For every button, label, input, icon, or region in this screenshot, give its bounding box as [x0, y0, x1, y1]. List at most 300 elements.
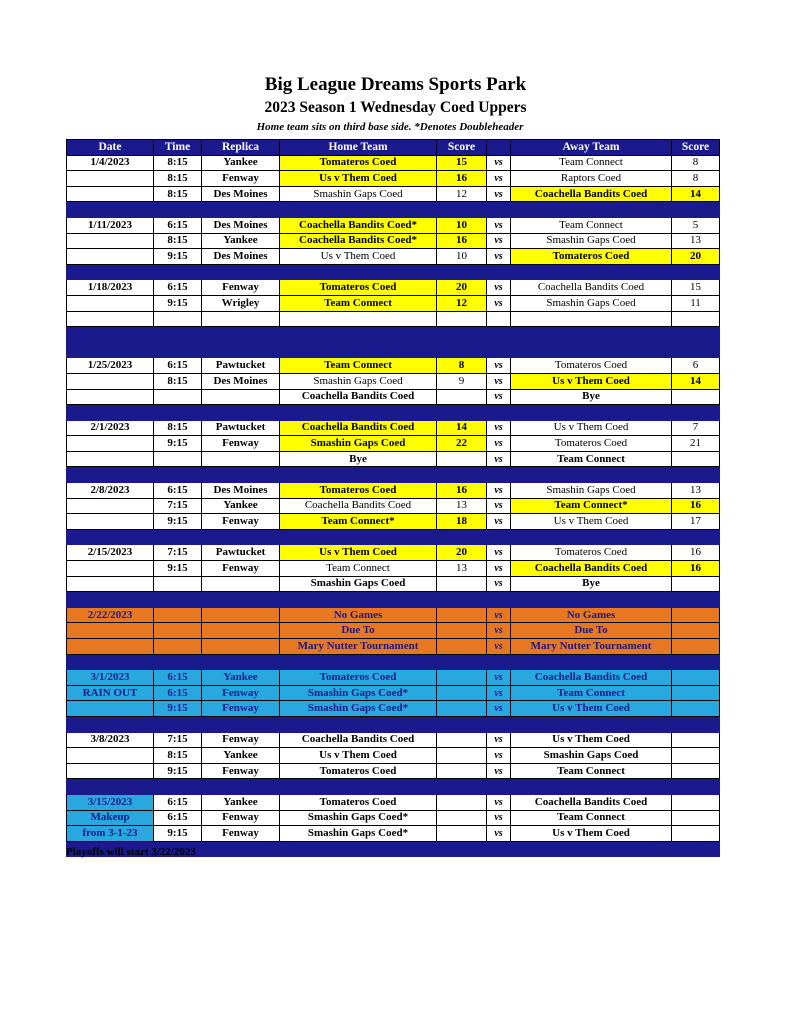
table-row — [67, 576, 720, 592]
versus: vs — [487, 451, 511, 467]
game-time: 6:15 — [154, 483, 202, 499]
away-team: Bye — [511, 576, 672, 592]
away-team: Smashin Gaps Coed — [511, 483, 672, 499]
table-row — [67, 763, 720, 779]
versus: vs — [487, 498, 511, 514]
home-score: 16 — [437, 171, 487, 187]
game-time: 7:15 — [154, 732, 202, 748]
home-team: Mary Nutter Tournament — [280, 639, 437, 655]
away-team: Team Connect — [511, 451, 672, 467]
schedule-body — [67, 155, 720, 857]
versus: vs — [487, 514, 511, 530]
table-row — [67, 732, 720, 748]
game-time: 6:15 — [154, 217, 202, 233]
game-time: 6:15 — [154, 280, 202, 296]
home-team: Coachella Bandits Coed — [280, 420, 437, 436]
away-team: Us v Them Coed — [511, 701, 672, 717]
away-team: Tomateros Coed — [511, 436, 672, 452]
home-score — [437, 576, 487, 592]
away-team: Coachella Bandits Coed — [511, 670, 672, 686]
game-time — [154, 623, 202, 639]
game-time: 8:15 — [154, 186, 202, 202]
away-score: 13 — [672, 233, 720, 249]
col-away-team: Away Team — [511, 140, 672, 156]
field-replica: Fenway — [202, 685, 280, 701]
field-replica: Fenway — [202, 732, 280, 748]
week-separator — [67, 264, 720, 280]
home-team: Team Connect* — [280, 514, 437, 530]
game-date — [67, 373, 154, 389]
home-team: Smashin Gaps Coed — [280, 373, 437, 389]
home-score: 16 — [437, 483, 487, 499]
away-score — [672, 748, 720, 764]
separator-bar — [67, 779, 720, 795]
game-date — [67, 639, 154, 655]
home-score: 13 — [437, 498, 487, 514]
game-time: 6:15 — [154, 685, 202, 701]
separator-bar — [67, 202, 720, 218]
versus: vs — [487, 670, 511, 686]
away-score: 5 — [672, 217, 720, 233]
field-replica: Wrigley — [202, 295, 280, 311]
away-score — [672, 607, 720, 623]
home-score: 10 — [437, 249, 487, 265]
versus: vs — [487, 826, 511, 842]
away-team: Coachella Bandits Coed — [511, 794, 672, 810]
game-time: 6:15 — [154, 670, 202, 686]
versus: vs — [487, 249, 511, 265]
table-row — [67, 420, 720, 436]
table-row — [67, 685, 720, 701]
week-separator — [67, 405, 720, 421]
week-separator — [67, 342, 720, 358]
game-date — [67, 295, 154, 311]
home-team: Team Connect — [280, 295, 437, 311]
home-score: 16 — [437, 233, 487, 249]
table-row — [67, 639, 720, 655]
col-vs — [487, 140, 511, 156]
versus: vs — [487, 233, 511, 249]
versus: vs — [487, 217, 511, 233]
table-row — [67, 514, 720, 530]
away-score: 8 — [672, 155, 720, 171]
away-score — [672, 576, 720, 592]
schedule-table — [66, 139, 720, 857]
field-replica: Des Moines — [202, 217, 280, 233]
field-replica: Fenway — [202, 436, 280, 452]
table-row — [67, 280, 720, 296]
table-row — [67, 389, 720, 405]
separator-bar — [67, 592, 720, 608]
game-time — [154, 389, 202, 405]
week-separator — [67, 716, 720, 732]
home-score: 14 — [437, 420, 487, 436]
away-score — [672, 389, 720, 405]
home-team: Coachella Bandits Coed — [280, 498, 437, 514]
col-home-score: Score — [437, 140, 487, 156]
game-date — [67, 498, 154, 514]
separator-bar — [67, 467, 720, 483]
week-separator — [67, 529, 720, 545]
week-separator — [67, 592, 720, 608]
col-replica: Replica — [202, 140, 280, 156]
away-score — [672, 826, 720, 842]
away-team: Mary Nutter Tournament — [511, 639, 672, 655]
game-time: 6:15 — [154, 794, 202, 810]
away-score: 8 — [672, 171, 720, 187]
table-row — [67, 249, 720, 265]
game-time: 8:15 — [154, 373, 202, 389]
away-team: Team Connect — [511, 217, 672, 233]
table-row — [67, 561, 720, 577]
game-date: 3/1/2023 — [67, 670, 154, 686]
versus: vs — [487, 389, 511, 405]
away-score — [672, 701, 720, 717]
home-score — [437, 639, 487, 655]
home-team: Coachella Bandits Coed* — [280, 217, 437, 233]
away-score: 16 — [672, 498, 720, 514]
home-score — [437, 810, 487, 826]
home-team: Smashin Gaps Coed* — [280, 685, 437, 701]
away-team: Us v Them Coed — [511, 514, 672, 530]
versus: vs — [487, 186, 511, 202]
field-replica: Fenway — [202, 763, 280, 779]
game-time: 9:15 — [154, 514, 202, 530]
home-score: 22 — [437, 436, 487, 452]
versus: vs — [487, 373, 511, 389]
away-team: Tomateros Coed — [511, 358, 672, 374]
game-date — [67, 249, 154, 265]
versus: vs — [487, 701, 511, 717]
game-date: 2/1/2023 — [67, 420, 154, 436]
table-row — [67, 498, 720, 514]
game-date — [67, 763, 154, 779]
away-score: 21 — [672, 436, 720, 452]
home-team: Smashin Gaps Coed — [280, 576, 437, 592]
versus: vs — [487, 483, 511, 499]
table-row — [67, 701, 720, 717]
table-row — [67, 155, 720, 171]
week-separator — [67, 327, 720, 343]
table-row — [67, 483, 720, 499]
away-score — [672, 311, 720, 327]
away-team: Smashin Gaps Coed — [511, 233, 672, 249]
game-date — [67, 171, 154, 187]
table-row — [67, 810, 720, 826]
field-replica: Yankee — [202, 748, 280, 764]
away-score — [672, 451, 720, 467]
table-row — [67, 545, 720, 561]
week-separator — [67, 202, 720, 218]
game-date: 1/18/2023 — [67, 280, 154, 296]
game-date: 2/8/2023 — [67, 483, 154, 499]
home-score: 18 — [437, 514, 487, 530]
game-time: 6:15 — [154, 358, 202, 374]
game-date: RAIN OUT — [67, 685, 154, 701]
away-team: Due To — [511, 623, 672, 639]
col-time: Time — [154, 140, 202, 156]
home-team: Tomateros Coed — [280, 670, 437, 686]
game-date — [67, 748, 154, 764]
playoffs-note: Playoffs will start 3/22/2023 — [66, 846, 196, 858]
separator-bar — [67, 264, 720, 280]
home-team — [280, 311, 437, 327]
away-team: Us v Them Coed — [511, 732, 672, 748]
game-time: 9:15 — [154, 249, 202, 265]
versus: vs — [487, 171, 511, 187]
col-away-score: Score — [672, 140, 720, 156]
game-date — [67, 436, 154, 452]
home-team: Us v Them Coed — [280, 748, 437, 764]
home-score — [437, 794, 487, 810]
field-replica — [202, 623, 280, 639]
game-time — [154, 311, 202, 327]
versus: vs — [487, 607, 511, 623]
field-replica: Yankee — [202, 233, 280, 249]
table-row — [67, 748, 720, 764]
game-time: 8:15 — [154, 233, 202, 249]
table-row — [67, 670, 720, 686]
away-team: Coachella Bandits Coed — [511, 280, 672, 296]
separator-bar — [67, 529, 720, 545]
table-row — [67, 436, 720, 452]
away-team: Team Connect — [511, 685, 672, 701]
table-row — [67, 186, 720, 202]
home-score — [437, 763, 487, 779]
home-team: Tomateros Coed — [280, 794, 437, 810]
field-replica — [202, 389, 280, 405]
game-time — [154, 607, 202, 623]
game-date — [67, 389, 154, 405]
home-team: No Games — [280, 607, 437, 623]
game-date: 1/11/2023 — [67, 217, 154, 233]
away-score: 6 — [672, 358, 720, 374]
home-score: 15 — [437, 155, 487, 171]
away-team: Team Connect* — [511, 498, 672, 514]
field-replica: Yankee — [202, 670, 280, 686]
home-team: Due To — [280, 623, 437, 639]
field-replica — [202, 639, 280, 655]
away-score: 14 — [672, 373, 720, 389]
game-time: 9:15 — [154, 826, 202, 842]
away-team: Us v Them Coed — [511, 826, 672, 842]
away-score: 16 — [672, 561, 720, 577]
game-time: 8:15 — [154, 171, 202, 187]
game-time: 8:15 — [154, 420, 202, 436]
versus: vs — [487, 576, 511, 592]
home-team: Tomateros Coed — [280, 280, 437, 296]
home-team: Tomateros Coed — [280, 155, 437, 171]
versus: vs — [487, 358, 511, 374]
game-date — [67, 561, 154, 577]
home-score: 20 — [437, 280, 487, 296]
versus: vs — [487, 295, 511, 311]
col-home-team: Home Team — [280, 140, 437, 156]
home-score — [437, 748, 487, 764]
away-score: 15 — [672, 280, 720, 296]
table-row — [67, 623, 720, 639]
away-team — [511, 311, 672, 327]
game-date — [67, 514, 154, 530]
away-team: Us v Them Coed — [511, 420, 672, 436]
away-team: Team Connect — [511, 810, 672, 826]
away-score: 11 — [672, 295, 720, 311]
game-time: 7:15 — [154, 545, 202, 561]
versus — [487, 311, 511, 327]
game-time: 9:15 — [154, 561, 202, 577]
away-team: Smashin Gaps Coed — [511, 748, 672, 764]
game-date: 1/4/2023 — [67, 155, 154, 171]
versus: vs — [487, 155, 511, 171]
table-row — [67, 311, 720, 327]
away-team: Bye — [511, 389, 672, 405]
field-replica: Fenway — [202, 810, 280, 826]
home-team: Team Connect — [280, 358, 437, 374]
away-score — [672, 670, 720, 686]
field-replica: Yankee — [202, 155, 280, 171]
versus: vs — [487, 732, 511, 748]
away-score — [672, 639, 720, 655]
home-score — [437, 623, 487, 639]
away-score: 13 — [672, 483, 720, 499]
away-team: Us v Them Coed — [511, 373, 672, 389]
page-subtitle: 2023 Season 1 Wednesday Coed Uppers — [264, 99, 527, 116]
table-row — [67, 373, 720, 389]
week-separator — [67, 467, 720, 483]
field-replica: Yankee — [202, 498, 280, 514]
field-replica — [202, 311, 280, 327]
table-row — [67, 171, 720, 187]
game-time — [154, 639, 202, 655]
away-team: Raptors Coed — [511, 171, 672, 187]
field-replica: Fenway — [202, 826, 280, 842]
table-row — [67, 217, 720, 233]
home-score — [437, 389, 487, 405]
separator-bar — [67, 405, 720, 421]
home-score — [437, 670, 487, 686]
home-score: 13 — [437, 561, 487, 577]
separator-bar — [67, 342, 720, 358]
doubleheader-note: Home team sits on third base side. *Denotes Doubleheader — [256, 121, 524, 133]
home-score: 12 — [437, 295, 487, 311]
home-score — [437, 311, 487, 327]
home-team: Us v Them Coed — [280, 249, 437, 265]
home-score: 9 — [437, 373, 487, 389]
away-score — [672, 763, 720, 779]
home-score — [437, 451, 487, 467]
home-team: Team Connect — [280, 561, 437, 577]
home-team: Tomateros Coed — [280, 763, 437, 779]
home-score — [437, 732, 487, 748]
table-row — [67, 451, 720, 467]
separator-bar — [67, 716, 720, 732]
home-score — [437, 701, 487, 717]
away-score: 20 — [672, 249, 720, 265]
game-time: 7:15 — [154, 498, 202, 514]
home-score — [437, 607, 487, 623]
versus: vs — [487, 561, 511, 577]
home-team: Coachella Bandits Coed* — [280, 233, 437, 249]
home-team: Coachella Bandits Coed — [280, 732, 437, 748]
table-row — [67, 826, 720, 842]
table-row — [67, 295, 720, 311]
home-team: Coachella Bandits Coed — [280, 389, 437, 405]
away-score: 17 — [672, 514, 720, 530]
home-score — [437, 826, 487, 842]
versus: vs — [487, 763, 511, 779]
versus: vs — [487, 685, 511, 701]
game-date — [67, 451, 154, 467]
field-replica: Des Moines — [202, 373, 280, 389]
week-separator — [67, 779, 720, 795]
home-team: Smashin Gaps Coed* — [280, 810, 437, 826]
game-time — [154, 576, 202, 592]
home-score — [437, 685, 487, 701]
away-team: Coachella Bandits Coed — [511, 561, 672, 577]
away-team: Tomateros Coed — [511, 249, 672, 265]
away-score — [672, 732, 720, 748]
field-replica: Des Moines — [202, 249, 280, 265]
game-date — [67, 701, 154, 717]
away-score: 7 — [672, 420, 720, 436]
home-score: 20 — [437, 545, 487, 561]
game-time — [154, 451, 202, 467]
game-date: 2/15/2023 — [67, 545, 154, 561]
field-replica: Fenway — [202, 514, 280, 530]
col-date: Date — [67, 140, 154, 156]
game-time: 8:15 — [154, 748, 202, 764]
week-separator — [67, 654, 720, 670]
home-score: 12 — [437, 186, 487, 202]
home-team: Tomateros Coed — [280, 483, 437, 499]
game-date: Makeup — [67, 810, 154, 826]
field-replica — [202, 576, 280, 592]
game-date: 1/25/2023 — [67, 358, 154, 374]
field-replica: Des Moines — [202, 483, 280, 499]
home-team: Smashin Gaps Coed — [280, 436, 437, 452]
versus: vs — [487, 545, 511, 561]
table-row — [67, 607, 720, 623]
away-team: Tomateros Coed — [511, 545, 672, 561]
game-time: 9:15 — [154, 436, 202, 452]
header-row — [67, 140, 720, 156]
versus: vs — [487, 810, 511, 826]
table-row — [67, 794, 720, 810]
game-date — [67, 186, 154, 202]
versus: vs — [487, 623, 511, 639]
game-date: 3/15/2023 — [67, 794, 154, 810]
game-time: 6:15 — [154, 810, 202, 826]
game-date — [67, 576, 154, 592]
field-replica: Yankee — [202, 794, 280, 810]
field-replica — [202, 607, 280, 623]
versus: vs — [487, 794, 511, 810]
table-row — [67, 233, 720, 249]
versus: vs — [487, 639, 511, 655]
away-score — [672, 810, 720, 826]
field-replica — [202, 451, 280, 467]
game-date: 2/22/2023 — [67, 607, 154, 623]
field-replica: Fenway — [202, 561, 280, 577]
away-score: 16 — [672, 545, 720, 561]
home-team: Smashin Gaps Coed — [280, 186, 437, 202]
separator-bar — [67, 654, 720, 670]
table-row — [67, 358, 720, 374]
game-date — [67, 311, 154, 327]
away-score — [672, 794, 720, 810]
home-team: Us v Them Coed — [280, 545, 437, 561]
field-replica: Pawtucket — [202, 420, 280, 436]
